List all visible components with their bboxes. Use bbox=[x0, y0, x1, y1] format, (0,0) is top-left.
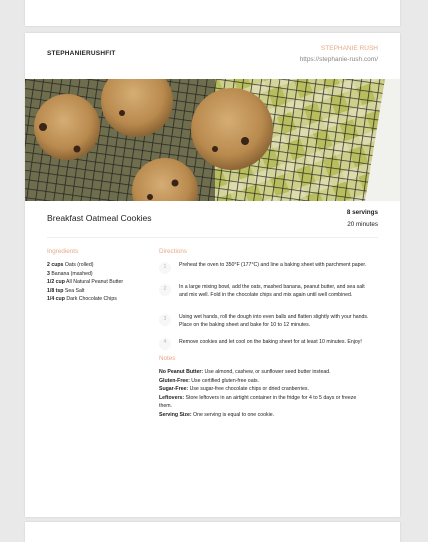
recipe-page bbox=[25, 33, 400, 517]
step-number: 4 bbox=[163, 339, 167, 345]
step-number: 3 bbox=[163, 316, 167, 322]
note-item: Leftovers: Store leftovers in an airtight container in the fridge for 4 to 5 days or freeze them. bbox=[159, 394, 357, 409]
ingredient-item: 1/2 cup All Natural Peanut Butter bbox=[47, 279, 124, 286]
step-text: Using wet hands, roll the dough into even balls and flatten slightly with your hands. Place on the baking sheet and bake for 10 to 12 minutes. bbox=[179, 314, 369, 328]
ingredient-item: 2 cups Oats (rolled) bbox=[47, 262, 94, 268]
hero-photo bbox=[25, 79, 400, 201]
previous-page bbox=[25, 0, 400, 26]
notes-heading: Notes bbox=[159, 355, 176, 362]
step-number: 2 bbox=[163, 286, 167, 292]
note-item: Gluten-Free: Use certified gluten-free oats. bbox=[159, 377, 260, 384]
brand-name: STEPHANIERUSHFIT bbox=[47, 50, 116, 57]
divider bbox=[47, 237, 378, 238]
author-name: STEPHANIE RUSH bbox=[320, 45, 378, 52]
notes-list bbox=[159, 368, 369, 419]
note-item: Sugar-Free: Use sugar-free chocolate chips or dried cranberries. bbox=[159, 386, 309, 392]
step-text: In a large mixing bowl, add the oats, mashed banana, peanut butter, and sea salt and mix well. Fold in the chocolate chips and mix again until well combined. bbox=[179, 284, 365, 298]
ingredients-heading: Ingredients bbox=[47, 248, 79, 255]
cookies-photo-illustration bbox=[25, 79, 400, 201]
step-number: 1 bbox=[163, 264, 167, 270]
step-text: Preheat the oven to 350°F (177°C) and line a baking sheet with parchment paper. bbox=[179, 262, 367, 268]
ingredient-item: 3 Banana (mashed) bbox=[47, 270, 93, 277]
ingredient-item: 1/4 cup Dark Chocolate Chips bbox=[47, 296, 117, 303]
ingredient-item: 1/8 tsp Sea Salt bbox=[47, 287, 85, 294]
recipe-title: Breakfast Oatmeal Cookies bbox=[47, 213, 152, 223]
step-text: Remove cookies and let cool on the baking sheet for at least 10 minutes. Enjoy! bbox=[179, 339, 362, 345]
ingredients-list bbox=[47, 261, 123, 304]
note-item: No Peanut Butter: Use almond, cashew, or sunflower seed butter instead. bbox=[159, 369, 331, 375]
next-page bbox=[25, 522, 400, 542]
site-url[interactable]: https://stephanie-rush.com/ bbox=[299, 56, 378, 63]
cook-time: 20 minutes bbox=[347, 221, 378, 228]
note-item: Serving Size: One serving is equal to one cookie. bbox=[159, 411, 275, 418]
directions-heading: Directions bbox=[159, 248, 187, 255]
servings-count: 8 servings bbox=[346, 209, 378, 216]
